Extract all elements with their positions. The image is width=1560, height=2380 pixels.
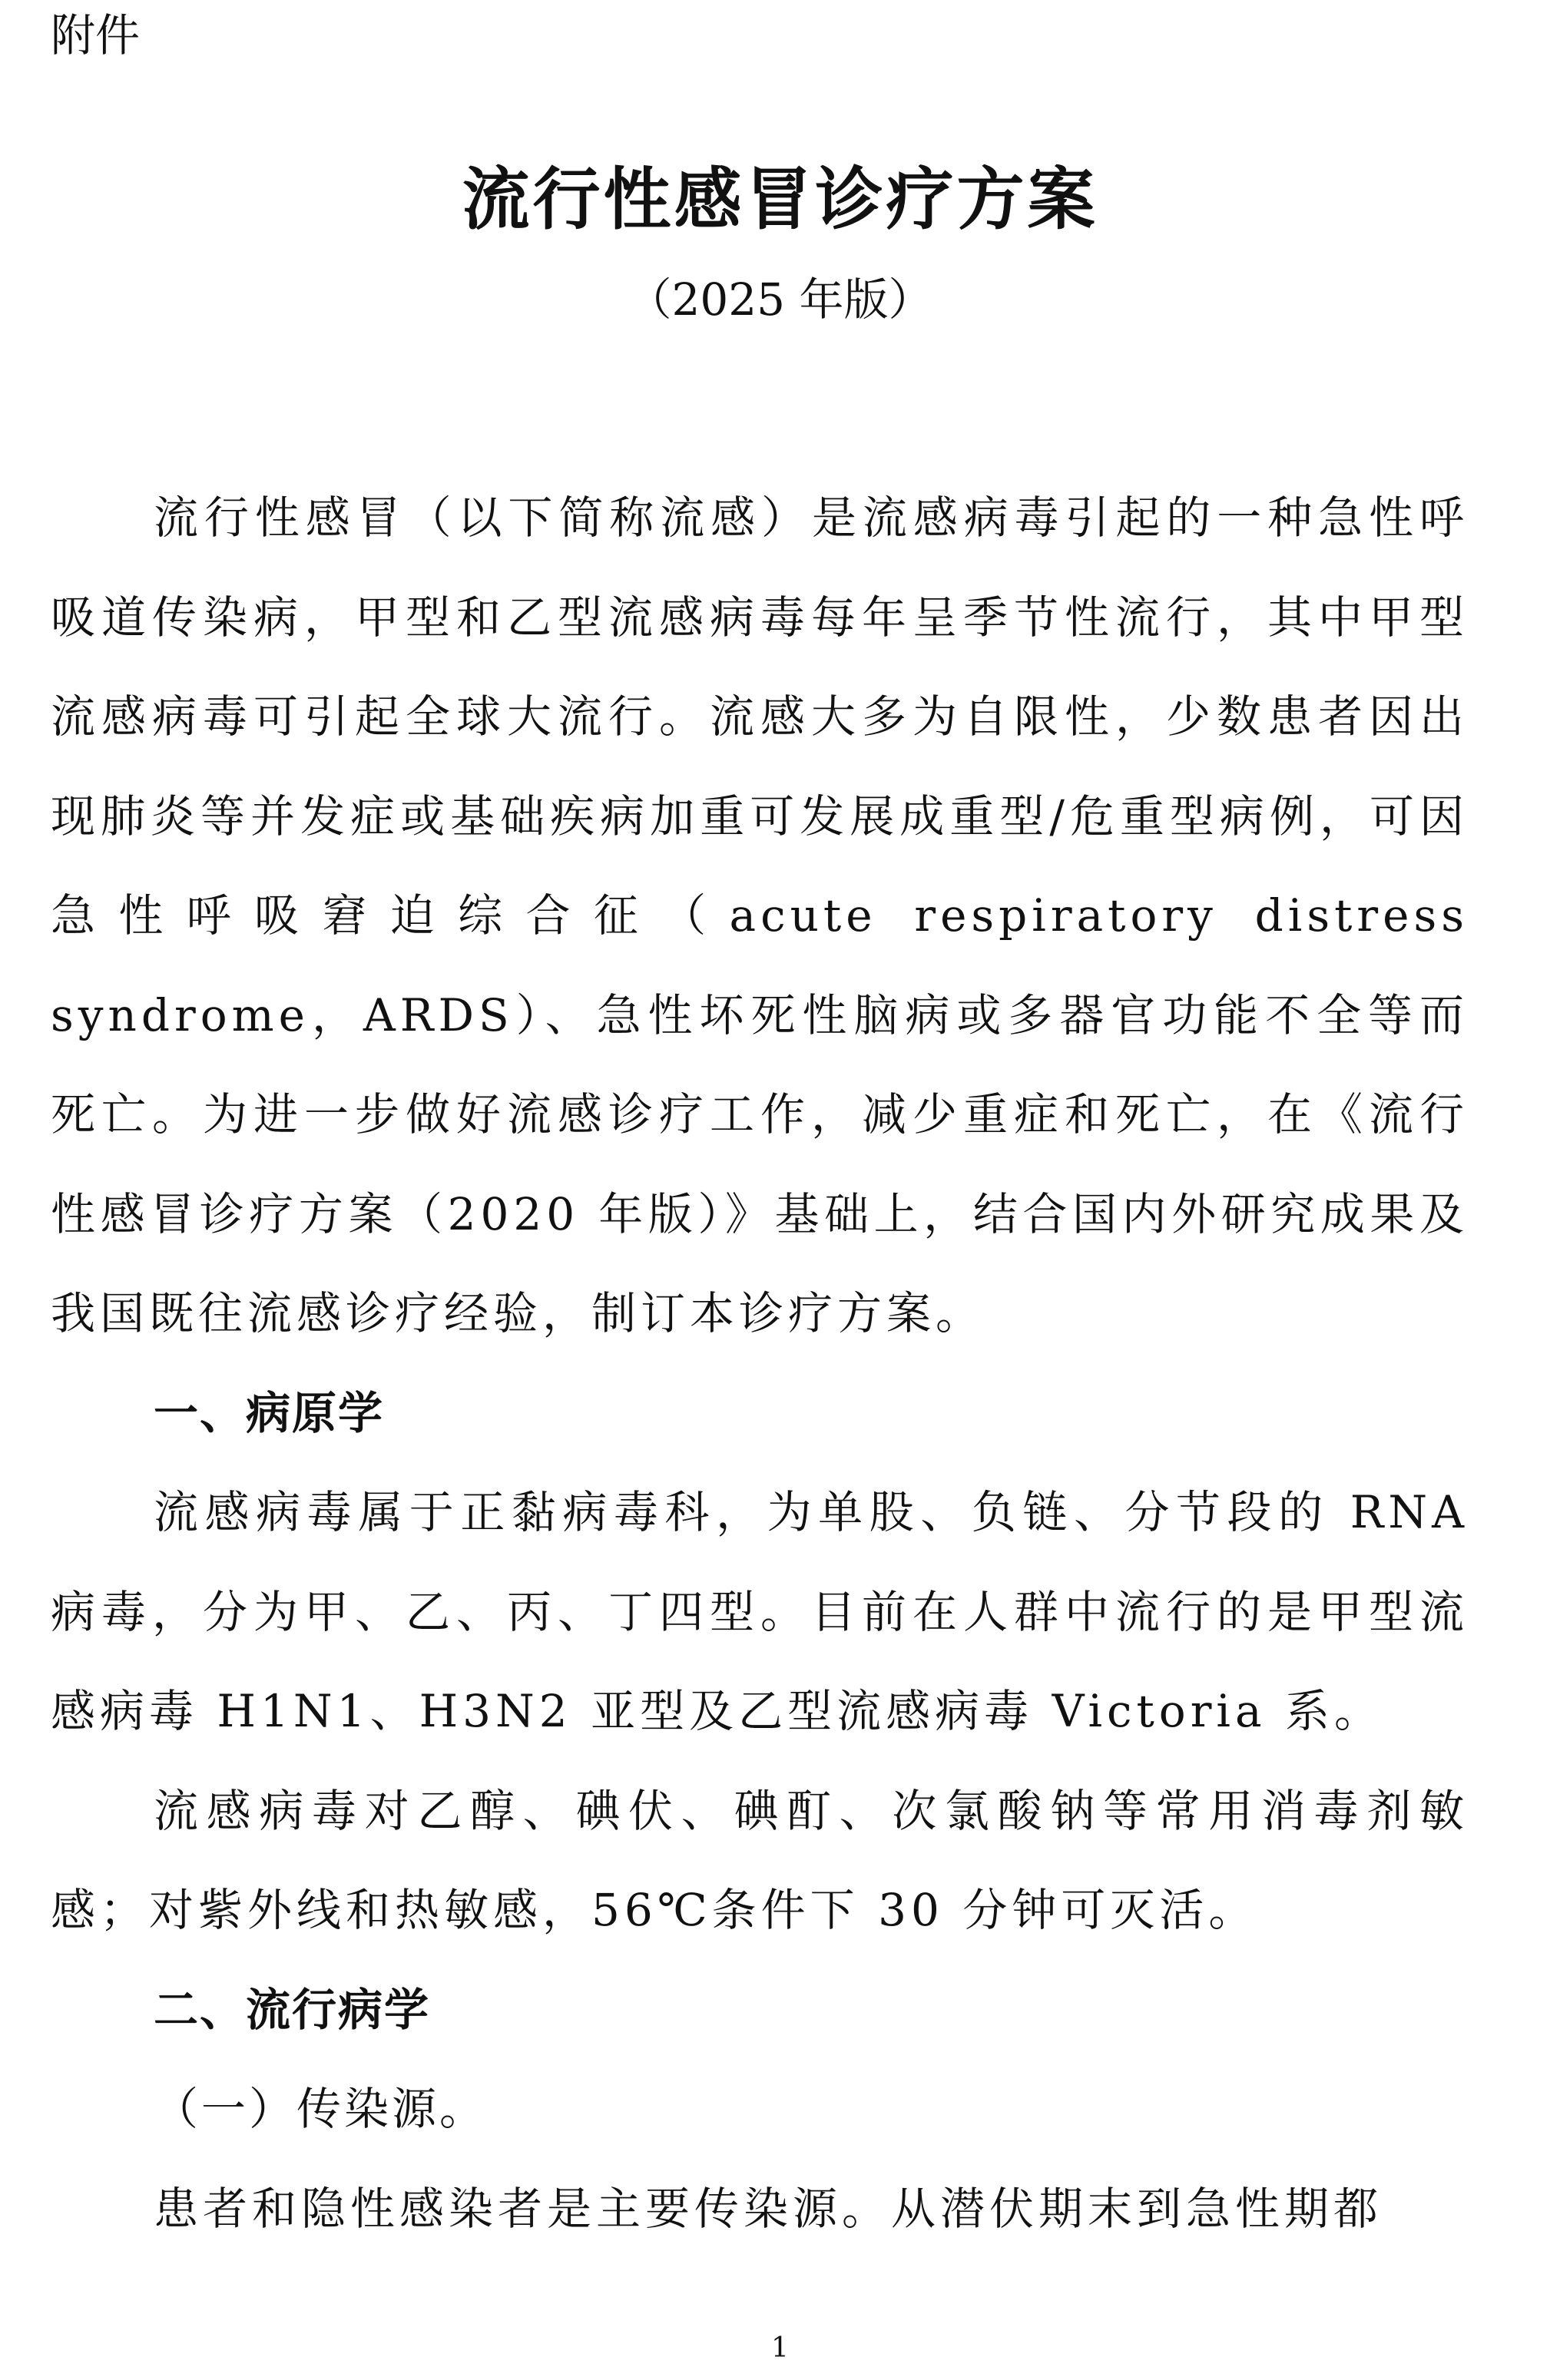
document-subtitle: （2025 年版） [627,273,933,326]
infection-source-paragraph: 患者和隐性感染者是主要传染源。从潜伏期末到急性期都 [154,2182,1383,2235]
document-body [51,468,1469,2259]
page-number: 1 [771,2332,789,2364]
etiology-paragraph-1: 流感病毒属于正黏病毒科，为单股、负链、分节段的 RNA 病毒，分为甲、乙、丙、丁四型。目前在人群中流行的是甲型流感病毒 H1N1、H3N2 亚型及乙型流感病毒 Victoria 系。 [51,1486,1469,1737]
section-heading-etiology: 一、病原学 [154,1386,385,1439]
document-title: 流行性感冒诊疗方案 [462,160,1098,239]
attachment-label: 附件 [51,9,141,61]
etiology-paragraph-2: 流感病毒对乙醇、碘伏、碘酊、次氯酸钠等常用消毒剂敏感；对紫外线和热敏感，56℃条件下 30 分钟可灭活。 [51,1784,1469,1936]
intro-paragraph: 流行性感冒（以下简称流感）是流感病毒引起的一种急性呼吸道传染病，甲型和乙型流感病毒每年呈季节性流行，其中甲型流感病毒可引起全球大流行。流感大多为自限性，少数患者因出现肺炎等并发症或基础疾病加重可发展成重型/危重型病例，可因急性呼吸窘迫综合征（acute respiratory distress syndrome，ARDS）、急性坏死性脑病或多器官功能不全等而死亡。为进一步做好流感诊疗工作，减少重症和死亡，在《流行性感冒诊疗方案（2020 年版）》基础上，结合国内外研究成果及我国既往流感诊疗经验，制订本诊疗方案。 [51,492,1469,1339]
subsection-heading-infection-source: （一）传染源。 [154,2083,488,2135]
section-heading-epidemiology: 二、流行病学 [154,1983,431,2036]
